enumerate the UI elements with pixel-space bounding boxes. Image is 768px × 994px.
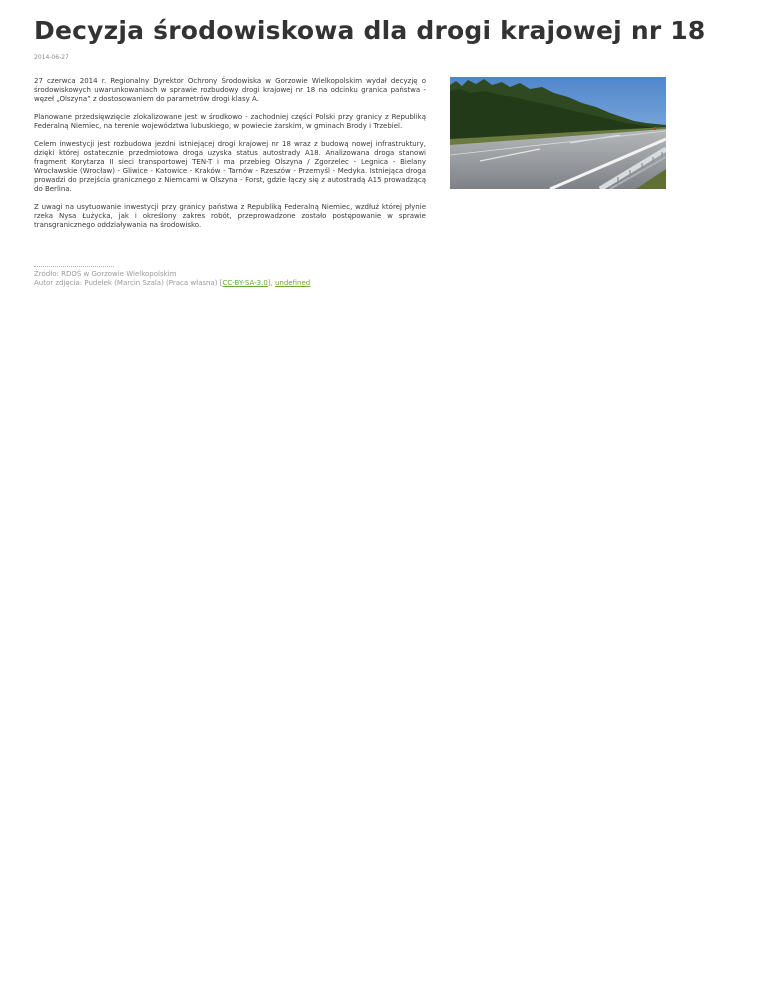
- article-content: [34, 77, 734, 230]
- paragraph: 27 czerwca 2014 r. Regionalny Dyrektor Ochrony Środowiska w Gorzowie Wielkopolskim wydał decyzję o środowiskowych uwarunkowaniach w sprawie rozbudowy drogi krajowej nr 18 na odcinku granica państwa - węzeł „Olszyna” z dostosowaniem do parametrów drogi klasy A.: [34, 77, 426, 103]
- license-link[interactable]: CC-BY-SA-3.0: [222, 279, 268, 287]
- source-line: Źródło: RDOŚ w Gorzowie Wielkopolskim: [34, 270, 177, 278]
- photo-credit-separator: ],: [267, 279, 275, 287]
- undefined-link[interactable]: undefined: [274, 279, 311, 287]
- highway-photo: [450, 77, 666, 189]
- paragraph: Planowane przedsięwzięcie zlokalizowane jest w środkowo - zachodniej części Polski przy granicy z Republiką Federalną Niemiec, na terenie województwa lubuskiego, w powiecie żarskim, w gminach Brody i Trzebiel.: [34, 113, 426, 130]
- highway-photo-image: [450, 77, 666, 189]
- article-footer: [34, 266, 310, 288]
- footer-divider: [34, 266, 114, 267]
- article-date: 2014-06-27: [34, 54, 69, 61]
- article-title: Decyzja środowiskowa dla drogi krajowej nr 18: [34, 16, 706, 45]
- article: [34, 14, 734, 239]
- article-body: [34, 77, 426, 230]
- photo-credit: [34, 279, 310, 288]
- photo-credit-text: Autor zdjęcia: Pudelek (Marcin Szala) (Praca własna) [: [34, 279, 223, 287]
- paragraph: Celem inwestycji jest rozbudowa jezdni istniejącej drogi krajowej nr 18 wraz z budową nowej infrastruktury, dzięki której ostatecznie przedmiotowa droga uzyska status autostrady A18. Analizowana droga stanowi fragment Korytarza II sieci transportowej TEN-T i ma przebieg Olszyna / Zgorzelec - Legnica - Bielany Wrocławskie (Wrocław) - Gliwice - Katowice - Kraków - Tarnów - Rzeszów - Przemyśl - Medyka. Istniejąca droga prowadzi do przejścia granicznego z Niemcami w Olszyna - Forst, gdzie łączy się z autostradą A15 prowadzącą do Berlina.: [34, 140, 426, 193]
- paragraph: Z uwagi na usytuowanie inwestycji przy granicy państwa z Republiką Federalną Niemiec, wzdłuż której płynie rzeka Nysa Łużycka, jak i określony zakres robót, przeprowadzone zostało postępowanie w sprawie transgranicznego oddziaływania na środowisko.: [34, 203, 426, 229]
